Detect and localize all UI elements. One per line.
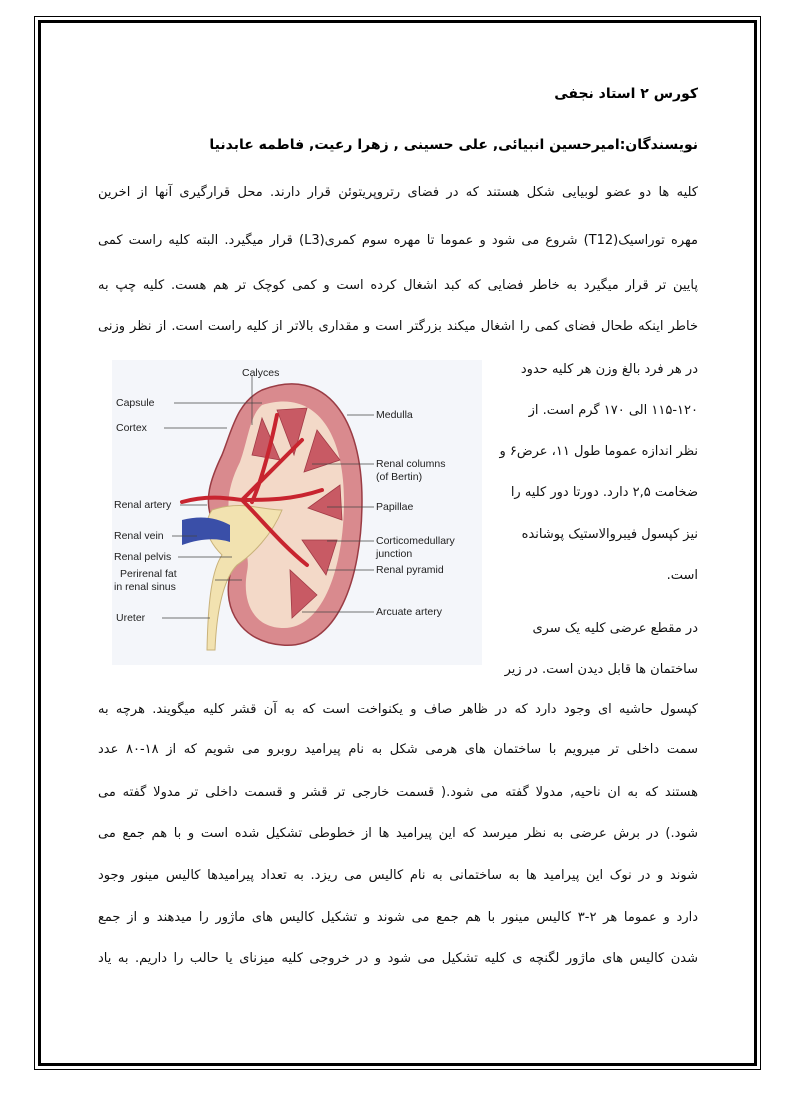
paragraph-line: شدن کالیس های ماژور لگنچه ی کلیه تشکیل می شود و در خروجی کلیه میزنای یا حالب را داریم. به یاد (98, 951, 698, 966)
side-text-line: نیز کپسول فیبروالاستیک پوشانده (521, 527, 698, 542)
side-text-line: است. (666, 568, 698, 583)
label-arcuate-artery: Arcuate artery (376, 606, 442, 618)
paragraph-line: پایین تر قرار میگیرد به خاطر فضایی که کبد اشغال کرده است و کمی کوچک تر هم هست. کلیه چپ به (98, 278, 698, 293)
label-junction: junction (376, 548, 413, 560)
label-capsule: Capsule (116, 397, 155, 409)
label-cortex: Cortex (116, 422, 147, 434)
authors-line: نویسندگان:امیرحسین انبیائی, علی حسینی , زهرا رعیت, فاطمه عابدنیا (209, 137, 698, 153)
paragraph-line: هستند که به ان ناحیه, مدولا گفته می شود.( قسمت خارجی تر قشر و قسمت داخلی تر مدولا گفته می (98, 785, 698, 800)
label-medulla: Medulla (376, 409, 413, 421)
label-renal-sinus: in renal sinus (114, 581, 176, 593)
side-text-line: ۱۱۵-۱۲۰ الی ۱۷۰ گرم است. از (528, 403, 698, 418)
label-calyces: Calyces (242, 367, 280, 379)
label-renal-columns: Renal columns (376, 458, 446, 470)
label-perirenal-fat: Perirenal fat (120, 568, 177, 580)
paragraph-line: شوند و در نوک این پیرامید ها به ساختمانی به نام کالیس می ریزد. به تعداد پیرامیدها کالیس مینور وجود (98, 868, 698, 883)
label-papillae: Papillae (376, 501, 414, 513)
label-renal-pyramid: Renal pyramid (376, 564, 444, 576)
paragraph-line: دارد و عموما هر ۲-۳ کالیس مینور با هم جمع می شوند و تشکیل کالیس های ماژور را میدهند و از جمع (98, 910, 699, 925)
label-ureter: Ureter (116, 612, 146, 624)
paragraph-line: سمت داخلی تر میرویم با ساختمان های هرمی شکل به نام پیرامید روبرو می شویم که از ۱۸-۸۰ عدد (98, 742, 698, 757)
course-title: کورس ۲ استاد نجفی (554, 86, 698, 102)
kidney-diagram (112, 360, 482, 665)
paragraph-line: خاطر اینکه طحال فضای کمی را اشغال میکند بزرگتر است و مقداری بالاتر از کلیه راست است. از نظر وزنی (98, 319, 698, 334)
side-text-line: در مقطع عرضی کلیه یک سری (532, 621, 698, 636)
paragraph-line: مهره توراسیک(T12) شروع می شود و عموما تا مهره سوم کمری(L3) قرار میگیرد. البته کلیه راست کمی (98, 233, 698, 248)
label-renal-vein: Renal vein (114, 530, 164, 542)
label-renal-artery: Renal artery (114, 499, 172, 511)
label-of-bertin: (of Bertin) (376, 471, 423, 483)
side-text-line: نظر اندازه عموما طول ۱۱، عرض۶ و (499, 444, 698, 459)
label-corticomedullary: Corticomedullary (376, 535, 455, 547)
paragraph-line: شود.) در برش عرضی به نظر میرسد که این پیرامید ها از خطوطی تشکیل شده است و با هم جمع می (98, 826, 698, 841)
label-renal-pelvis: Renal pelvis (114, 551, 172, 563)
side-text-line: ساختمان ها قابل دیدن است. در زیر (504, 662, 698, 677)
side-text-line: در هر فرد بالغ وزن هر کلیه حدود (520, 362, 698, 377)
paragraph-line: کپسول حاشیه ای وجود دارد که در ظاهر صاف و یکنواخت است که به آن قشر کلیه میگویند. هرچه به (98, 702, 698, 717)
paragraph-line: کلیه ها دو عضو لوبیایی شکل هستند که در فضای رتروپریتوئن قرار دارند. محل قرارگیری آنها از اخرین (98, 185, 698, 200)
side-text-line: ضخامت ۲,۵ دارد. دورتا دور کلیه را (510, 485, 698, 500)
